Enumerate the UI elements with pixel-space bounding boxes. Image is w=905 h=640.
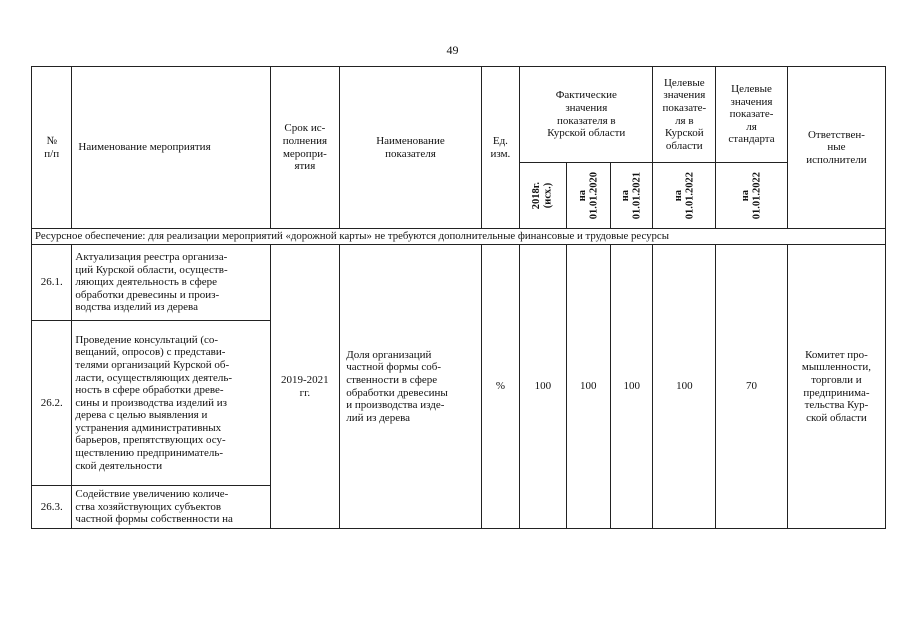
- roadmap-table: [31, 66, 886, 529]
- header-unit: Ед. изм.: [481, 67, 519, 229]
- value-2018: 100: [520, 245, 566, 529]
- value-2022-region: 100: [653, 245, 716, 529]
- event-name: Содействие увеличению количе- ства хозяйствующих субъектов частной формы собственности на: [72, 486, 270, 529]
- responsible-cell: Комитет про- мышленности, торговли и предпринима- тельства Кур- ской области: [787, 245, 885, 529]
- subheader-2021: на 01.01.2021: [611, 163, 653, 229]
- indicator-cell: Доля организаций частной формы соб- ственности в сфере обработки древесины и производства изде- лий из дерева: [340, 245, 481, 529]
- resources-row: Ресурсное обеспечение: для реализации мероприятий «дорожной карты» не требуются дополнительные финансовые и трудовые ресурсы: [32, 229, 886, 245]
- subheader-2022-region: на 01.01.2022: [653, 163, 716, 229]
- event-name: Актуализация реестра организа- ций Курской области, осуществ- ляющих деятельность в сфере обработки древесины и произ- водства изделий из дерева: [72, 245, 270, 321]
- header-target-region: Целевые значения показате- ля в Курской области: [653, 67, 716, 163]
- header-responsible: Ответствен- ные исполнители: [787, 67, 885, 229]
- value-2021: 100: [611, 245, 653, 529]
- event-name: Проведение консультаций (со- вещаний, опросов) с представи- телями организаций Курской об- ласти, осуществляющих деятель- ность в сфере обработки древе- сины и производства изделий из дерева с целью выявления и устранения административных барьеров, препятствующих осу- ществлению предприниматель- ской деятельности: [72, 321, 270, 486]
- header-event-name: Наименование мероприятия: [72, 67, 270, 229]
- subheader-2022-standard: на 01.01.2022: [716, 163, 788, 229]
- value-2022-standard: 70: [716, 245, 788, 529]
- row-number: 26.2.: [32, 321, 72, 486]
- subheader-2020: на 01.01.2020: [566, 163, 610, 229]
- row-number: 26.3.: [32, 486, 72, 529]
- header-indicator: Наименование показателя: [340, 67, 481, 229]
- page-number: 49: [446, 43, 459, 57]
- header-num: № п/п: [32, 67, 72, 229]
- value-2020: 100: [566, 245, 610, 529]
- row-number: 26.1.: [32, 245, 72, 321]
- subheader-2018: 2018г. (исх.): [520, 163, 566, 229]
- unit-cell: %: [481, 245, 519, 529]
- header-actual-values: Фактические значения показателя в Курской области: [520, 67, 653, 163]
- term-cell: 2019-2021 гг.: [270, 245, 340, 529]
- header-target-standard: Целевые значения показате- ля стандарта: [716, 67, 788, 163]
- header-term: Срок ис- полнения меропри- ятия: [270, 67, 340, 229]
